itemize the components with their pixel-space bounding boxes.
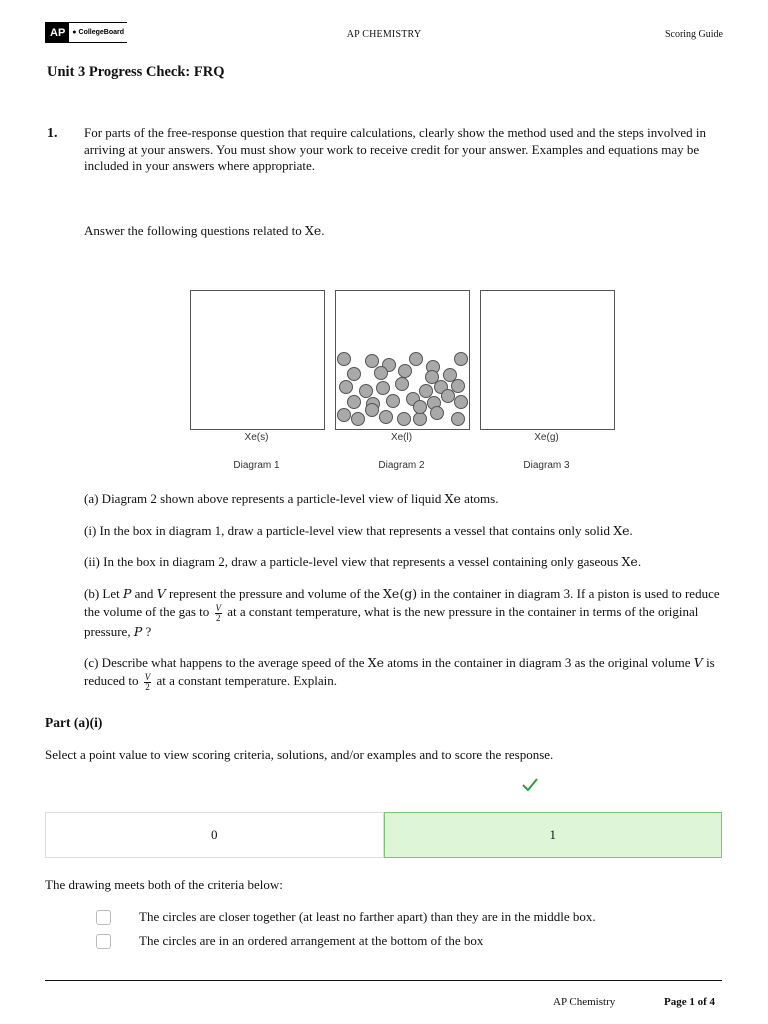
criteria-intro: The drawing meets both of the criteria below: xyxy=(45,877,283,892)
xe-particle xyxy=(399,365,412,378)
xe-particle xyxy=(366,355,379,368)
criterion-item xyxy=(96,909,596,925)
diagram-2-box xyxy=(335,290,470,430)
select-instruction: Select a point value to view scoring criteria, solutions, and/or examples and to score the response. xyxy=(45,747,554,762)
xe-particle xyxy=(366,404,379,417)
xe-particle xyxy=(452,380,465,393)
question-intro: Answer the following questions related to Xe. xyxy=(84,223,325,238)
criterion-item xyxy=(96,933,483,949)
xe-particle xyxy=(455,353,468,366)
xe-particle xyxy=(352,413,365,426)
part-a-text: (a) Diagram 2 shown above represents a particle-level view of liquid Xe atoms. xyxy=(84,491,499,506)
criterion-text: The circles are closer together (at least no farther apart) than they are in the middle box. xyxy=(139,909,596,924)
part-a-i-text: (i) In the box in diagram 1, draw a particle-level view that represents a vessel that contains only solid Xe. xyxy=(84,523,633,538)
xe-particle xyxy=(360,385,373,398)
xe-particle xyxy=(380,411,393,424)
question-number: 1. xyxy=(47,126,58,141)
part-a-ii-text: (ii) In the box in diagram 2, draw a particle-level view that represents a vessel containing only gaseous Xe. xyxy=(84,554,642,569)
diagram-2-label: Diagram 2 xyxy=(378,460,425,471)
section-heading: Part (a)(i) xyxy=(45,715,103,730)
ap-logo-text: AP xyxy=(46,23,69,42)
criterion-checkbox[interactable] xyxy=(96,910,111,925)
collegeboard-logo-text: ● CollegeBoard xyxy=(69,23,127,42)
xe-particle xyxy=(375,367,388,380)
score-option-0[interactable]: 0 xyxy=(45,812,384,858)
collegeboard-icon: ● xyxy=(72,29,77,36)
xe-particle xyxy=(348,396,361,409)
criterion-text: The circles are in an ordered arrangement at the bottom of the box xyxy=(139,933,484,948)
diagram-1-state: Xe(s) xyxy=(244,432,269,443)
xe-particle xyxy=(431,407,444,420)
part-c-text: (c) Describe what happens to the average speed of the Xe atoms in the container in diagram 3 as the original volume V is reduced to $\frac{V}{2}$ at a constant temperature. Explain. xyxy=(84,655,715,692)
xe-particle xyxy=(414,401,427,414)
xe-particle xyxy=(426,371,439,384)
xe-particle xyxy=(452,413,465,426)
xe-particle xyxy=(338,353,351,366)
xe-particle xyxy=(442,390,455,403)
score-option-1[interactable]: 1 xyxy=(384,812,723,858)
score-selector xyxy=(45,812,722,858)
diagram-2-state: Xe(l) xyxy=(390,432,413,443)
checkmark-icon xyxy=(520,776,540,799)
part-b-text: (b) Let P and V represent the pressure and volume of the Xe(g) in the container in diagram 3. If a piston is used to reduce the volume of the gas to $\frac{V}{2}$ at a constant temperature, what is the new pressure in the container in terms of the original pressure, P ? xyxy=(84,586,720,639)
page-title: Unit 3 Progress Check: FRQ xyxy=(47,64,225,80)
footer-page-number: Page 1 of 4 xyxy=(664,996,716,1008)
question-instructions: For parts of the free-response question that require calculations, clearly show the method used and the steps involved in arriving at your answers. You must show your work to receive credit for your answer. Examples and equations may be included in your answers where appropriate. xyxy=(84,125,707,173)
v-over-2-fraction: $\frac{V}{2}$ xyxy=(144,671,151,692)
header-title: AP CHEMISTRY xyxy=(346,29,422,40)
xe-particle xyxy=(338,409,351,422)
xe-particle xyxy=(387,395,400,408)
footer-divider xyxy=(45,980,722,981)
diagram-3-label: Diagram 3 xyxy=(523,460,570,471)
xe-particle xyxy=(455,396,468,409)
xe-particle xyxy=(420,385,433,398)
footer-subject: AP Chemistry xyxy=(553,996,616,1008)
xe-particle xyxy=(410,353,423,366)
diagram-1-label: Diagram 1 xyxy=(233,460,280,471)
v-over-2-fraction: $\frac{V}{2}$ xyxy=(215,602,222,623)
diagram-1-box xyxy=(190,290,325,430)
diagram-3-box xyxy=(480,290,615,430)
criterion-checkbox[interactable] xyxy=(96,934,111,949)
liquid-particles xyxy=(336,291,469,429)
xe-particle xyxy=(414,413,427,426)
xe-particle xyxy=(398,413,411,426)
xe-particle xyxy=(444,369,457,382)
header-right-label: Scoring Guide xyxy=(664,29,723,40)
xe-particle xyxy=(377,382,390,395)
xe-particle xyxy=(340,381,353,394)
diagram-3-state: Xe(g) xyxy=(534,432,559,443)
xe-particle xyxy=(396,378,409,391)
xe-particle xyxy=(348,368,361,381)
